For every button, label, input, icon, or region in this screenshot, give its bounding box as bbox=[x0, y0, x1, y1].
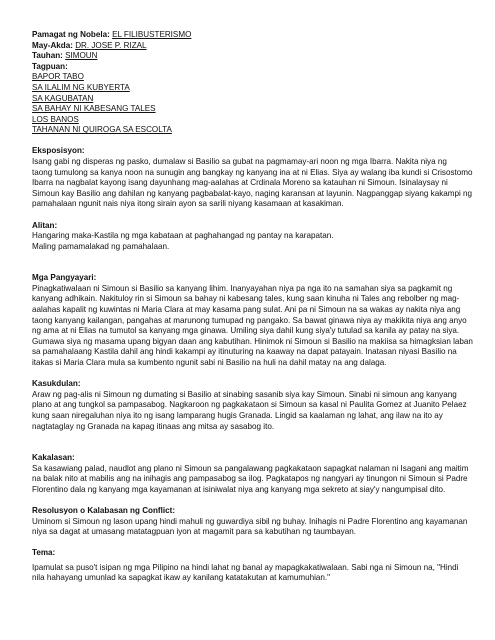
paragraph-line: pamahalaan ngunit nais niya itong sirain ayon sa sarili niyang kasamaan at kasakiman. bbox=[32, 199, 344, 209]
section-heading: Kakalasan: bbox=[32, 453, 75, 463]
setting-label: Tagpuan: bbox=[32, 61, 68, 71]
paragraph-line: na balak nito at mabilis ang na inihagis ang pampasabog sa ilog. Pagkatapos ng nangyari ay tinungon ni Simoun si Padre bbox=[32, 474, 468, 484]
paragraph-line: nagtataglay ng Granada na kapag itinaas ang mitsa ay sasabog ito. bbox=[32, 421, 275, 431]
paragraph-line: Florentino dala ng kanyang mga kayamanan at isiniwalat niya ang kanyang mga sekreto at siay'y nangumpisal dito. bbox=[32, 484, 446, 494]
paragraph-line: Araw ng pag-alis ni Simoun ng dumating si Basilio at sinabing sasanib siya kay Simoun. Sinabi ni simoun ang kanyang bbox=[32, 389, 457, 399]
paragraph-line: sa pamahalaang Kastila dahil ang hindi kakampi ay itinuturing na kaaway na dapat patayain. Inatasan niyasi Basilio na bbox=[32, 347, 457, 357]
paragraph-line: Pinagkatiwalaan ni Simoun si Basilio sa kanyang lihim. Inanyayahan niya pa nga ito na samahan siya sa pagkamit ng bbox=[32, 283, 453, 293]
paragraph-line: Uminom si Simoun ng lason upang hindi mahuli ng guwardiya sibil ng buhay. Inihagis ni Padre Florentino ang kayamanan bbox=[32, 516, 468, 526]
section-heading: Eksposisyon: bbox=[32, 146, 85, 156]
section-events bbox=[32, 273, 472, 368]
paragraph-line: kung saan niregaluhan niya ito ng isang lamparang hugis Granada. Lingid sa kaalaman ng lahat, ang ilaw na ito ay bbox=[32, 410, 443, 420]
section-heading: Resolusyon o Kalabasan ng Conflict: bbox=[32, 505, 176, 515]
title-row bbox=[32, 30, 472, 41]
novel-title-label: Pamagat ng Nobela: bbox=[32, 30, 110, 39]
character-label: Tauhan: bbox=[32, 51, 63, 61]
paragraph-line: Ibarra na nagbalat kayong isang dayunhang mag-aalahas at Crdinala Moreno sa katauhan ni Simoun. Isinalaysay ni bbox=[32, 178, 448, 188]
paragraph-line: kanyang adhikain. Nakituloy rin si Simoun sa bahay ni kabesang tales, kung saan kinuha ni Tales ang rebolber ng mag- bbox=[32, 294, 460, 304]
paragraph-line: itakas si Maria Clara mula sa kumbento ngunit sabi ni Basilio na huli na dahil matay na ang dalaga. bbox=[32, 358, 387, 368]
author-label: May-Akda: bbox=[32, 40, 73, 50]
section-heading: Alitan: bbox=[32, 220, 58, 230]
setting-item: SA ILALIM NG KUBYERTA bbox=[32, 82, 130, 92]
paragraph-line: nila hahayang umunlad ka sapagkat ikaw ay kanilang katatakutan at kamumuhian." bbox=[32, 573, 331, 583]
setting-item: SA BAHAY NI KABESANG TALES bbox=[32, 104, 156, 114]
paragraph-line: plano at ang tungkol sa pampasabog. Nagkaroon ng pagkakataon si Simoun sa kasal ni Paulita Gomez at Juanito Pelaez bbox=[32, 400, 467, 410]
section-conflict bbox=[32, 221, 472, 253]
author-value: DR. JOSE P. RIZAL bbox=[75, 40, 147, 50]
section-exposition bbox=[32, 146, 472, 210]
section-theme bbox=[32, 548, 472, 584]
author-row bbox=[32, 41, 472, 52]
paragraph-line: Isang gabi ng disperas ng pasko, dumalaw si Basilio sa gubat na pagmamay-ari noon ng mga Ibarra. Nakita niya ng bbox=[32, 157, 447, 167]
paragraph-line: Gumawa siya ng masama upang bigyan daan ang kabutihan. Hinimok ni Simoun si Basilio na makiisa sa himagksian laban bbox=[32, 336, 473, 346]
setting-item: BAPOR TABO bbox=[32, 72, 84, 82]
paragraph-line: ng ama at ni Elias na tumutol sa kanyang mga ginawa. Umiling siya dahil kung siya'y tutulad sa kanila ay patay na siya. bbox=[32, 326, 460, 336]
section-climax bbox=[32, 379, 472, 432]
setting-item: SA KAGUBATAN bbox=[32, 93, 94, 103]
paragraph-line: Sa kasawiang palad, naudlot ang plano ni Simoun sa pangalawang pagkakataon sapagkat nalaman ni Isagani ang maitim bbox=[32, 463, 469, 473]
paragraph-line: Maling pamamalakad ng pamahalaan. bbox=[32, 241, 170, 251]
section-heading: Mga Pangyayari: bbox=[32, 273, 97, 283]
paragraph-line: niya sa dagat at umasang matatagpuan iyon at magamit para sa kabutihan ng taumbayan. bbox=[32, 527, 356, 537]
setting-item: LOS BANOS bbox=[32, 114, 79, 124]
section-heading: Kasukdulan: bbox=[32, 379, 81, 389]
character-row bbox=[32, 51, 472, 62]
section-resolution bbox=[32, 506, 472, 538]
setting-item: TAHANAN NI QUIROGA SA ESCOLTA bbox=[32, 125, 172, 135]
paragraph-line: aalahas kapalit ng kuwintas ni Maria Clara at may kasama pang sulat. Ani pa ni Simoun na sa wakas ay nakita niya ang bbox=[32, 305, 461, 315]
paragraph-line: Simoun kay Basilio ang dahilan ng kanyang pagbabalat-kayo, naging karansan at layunin. Nagpanggap siyang kakampi ng bbox=[32, 188, 473, 198]
paragraph-line: taong tumulong sa kanya noon na sunugin ang bangkay ng kanyang ina at ni Elias. Siya ay walang iba kundi si Crisostomo bbox=[32, 167, 473, 177]
paragraph-line: taong kanyang kailangan, pangahas at marunong tumupad ng pangako. Sa bawat ginawa niya ay makikita niya ang anyo bbox=[32, 315, 467, 325]
character-value: SIMOUN bbox=[65, 51, 98, 61]
document-body bbox=[32, 30, 472, 584]
novel-title-value: EL FILIBUSTERISMO bbox=[112, 30, 192, 39]
section-falling-action bbox=[32, 453, 472, 495]
paragraph-line: Hangaring maka-Kastila ng mga kabataan at paghahangad ng pantay na karapatan. bbox=[32, 231, 334, 241]
paragraph-line: Ipamulat sa puso't isipan ng mga Pilipino na hindi lahat ng banal ay mapagkakatiwalaan. Sabi nga ni Simoun na, "Hindi bbox=[32, 562, 459, 572]
section-heading: Tema: bbox=[32, 548, 56, 558]
